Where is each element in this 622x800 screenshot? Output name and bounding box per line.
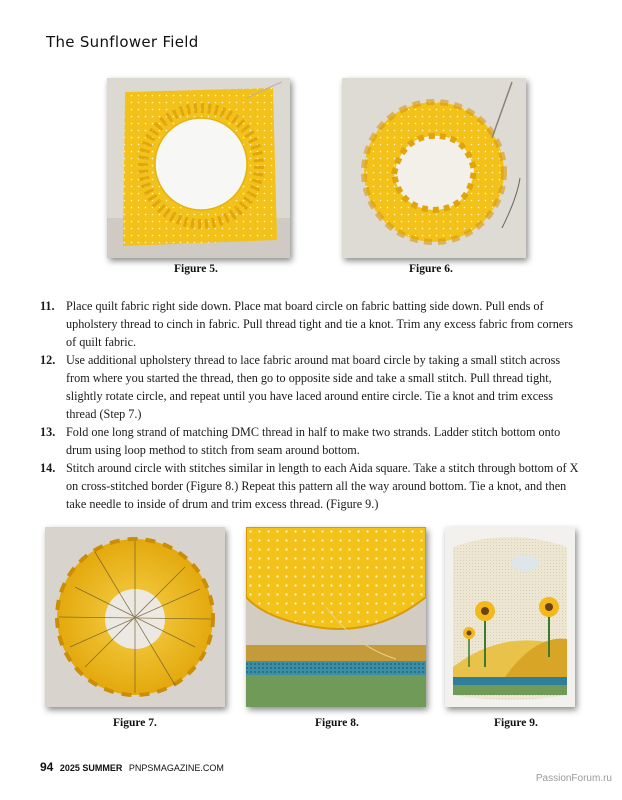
step-14 bbox=[40, 459, 580, 513]
figure-5-caption: Figure 5. bbox=[174, 263, 218, 275]
figure-8-caption: Figure 8. bbox=[315, 717, 359, 729]
step-number: 13. bbox=[40, 425, 56, 439]
figure-8-photo bbox=[246, 527, 426, 707]
step-text: Stitch around circle with stitches similar in length to each Aida square. Take a stitch through bottom of X on cross-stitched border (Figure 8.) Repeat this pattern all the way around bottom. Tie a knot, and then take needle to inside of drum and trim excess thread. (Figure 9.) bbox=[66, 461, 579, 511]
step-number: 12. bbox=[40, 353, 56, 367]
step-text: Fold one long strand of matching DMC thread in half to make two strands. Ladder stitch bottom onto drum using loop method to stitch from seam around bottom. bbox=[66, 425, 561, 457]
figure-6-photo bbox=[342, 78, 526, 258]
step-number: 11. bbox=[40, 299, 55, 313]
step-text: Place quilt fabric right side down. Place mat board circle on fabric batting side down. Pull ends of upholstery thread to cinch in fabric. Pull thread tight and tie a knot. Trim any excess fabric from corners of quilt fabric. bbox=[66, 299, 574, 349]
figure-7-photo bbox=[45, 527, 225, 707]
figure-6-caption: Figure 6. bbox=[409, 263, 453, 275]
page-title: The Sunflower Field bbox=[46, 33, 199, 51]
watermark: PassionForum.ru bbox=[535, 773, 612, 784]
step-11 bbox=[40, 297, 580, 351]
step-number: 14. bbox=[40, 461, 56, 475]
instruction-steps bbox=[40, 297, 580, 513]
step-13 bbox=[40, 423, 580, 459]
figure-9-caption: Figure 9. bbox=[494, 717, 538, 729]
step-12 bbox=[40, 351, 580, 423]
figure-7-caption: Figure 7. bbox=[113, 717, 157, 729]
step-text: Use additional upholstery thread to lace fabric around mat board circle by taking a small stitch across from where you started the thread, then go to opposite side and take a small stitch. Pull thread tight, slightly rotate circle, and repeat until you have laced around entire circle. Tie a knot and trim excess thread (Step 7.) bbox=[66, 353, 561, 421]
issue-label: 2025 SUMMER bbox=[59, 763, 123, 773]
page-footer bbox=[40, 760, 224, 774]
figure-5-photo bbox=[107, 78, 290, 258]
site-label: PNPSMAGAZINE.COM bbox=[128, 763, 224, 773]
page-number: 94 bbox=[40, 760, 54, 774]
figure-9-photo bbox=[445, 527, 575, 707]
